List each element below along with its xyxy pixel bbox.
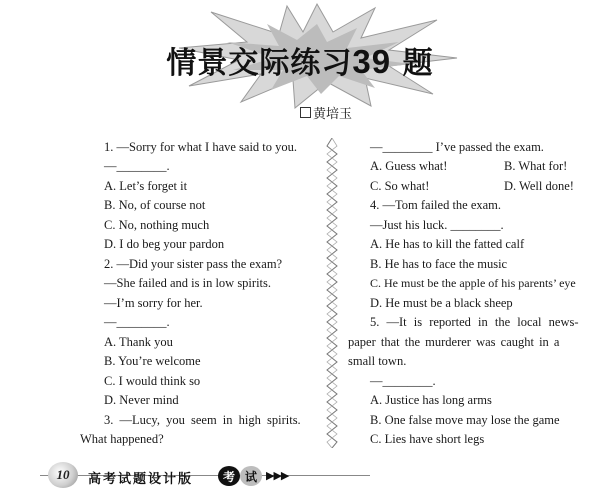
text-line: 4. —Tom failed the exam. [370, 198, 502, 212]
text-line: A. He has to kill the fatted calf [370, 237, 525, 251]
square-bullet-icon [300, 107, 311, 118]
text-line: —________. [104, 159, 170, 173]
text-line: —She failed and is in low spirits. [104, 276, 271, 290]
text-line: D. Never mind [104, 393, 179, 407]
kao-badge: 考 [218, 466, 240, 486]
text-line: paper that the murderer was caught in a [348, 335, 560, 349]
text-line: A. Let’s forget it [104, 179, 188, 193]
text-line: B. What for! [504, 159, 568, 173]
text-line: C. I would think so [104, 374, 201, 388]
text-line: C. So what! [370, 179, 430, 193]
text-line: D. He must be a black sheep [370, 296, 513, 310]
author-byline [300, 103, 352, 122]
text-line: 3. —Lucy, you seem in high spirits. [104, 413, 301, 427]
text-line: D. Well done! [504, 179, 574, 193]
text-line: C. No, nothing much [104, 218, 210, 232]
text-line: C. He must be the apple of his parents’ eye [370, 276, 576, 290]
article-header [0, 0, 600, 130]
text-line: A. Guess what! [370, 159, 448, 173]
text-line: What happened? [80, 432, 164, 446]
triple-arrow-icon: ▶▶▶ [266, 470, 289, 482]
text-line: B. One false move may lose the game [370, 413, 560, 427]
text-line: D. I do beg your pardon [104, 237, 225, 251]
page-footer [0, 452, 600, 499]
text-line: B. No, of course not [104, 198, 206, 212]
text-line: 5. —It is reported in the local news- [370, 315, 579, 329]
text-line: small town. [348, 354, 407, 368]
column-divider [320, 138, 344, 448]
text-line: —________. [104, 315, 170, 329]
text-line: 1. —Sorry for what I have said to you. [104, 140, 298, 154]
page-number: 10 [48, 462, 78, 488]
text-line: B. He has to face the music [370, 257, 508, 271]
series-name: 高考试题设计版 [88, 472, 194, 487]
text-line: —________ I’ve passed the exam. [370, 140, 544, 154]
text-line: A. Thank you [104, 335, 173, 349]
shi-badge: 试 [240, 466, 262, 486]
text-line: B. You’re welcome [104, 354, 201, 368]
text-line: C. Lies have short legs [370, 432, 485, 446]
text-line: 2. —Did your sister pass the exam? [104, 257, 283, 271]
author-name: 黄培玉 [313, 107, 353, 122]
text-line: —________. [370, 374, 436, 388]
text-line: A. Justice has long arms [370, 393, 492, 407]
text-line: —I’m sorry for her. [104, 296, 203, 310]
text-line: —Just his luck. ________. [370, 218, 504, 232]
page-title: 情景交际练习39 题 [166, 43, 434, 81]
